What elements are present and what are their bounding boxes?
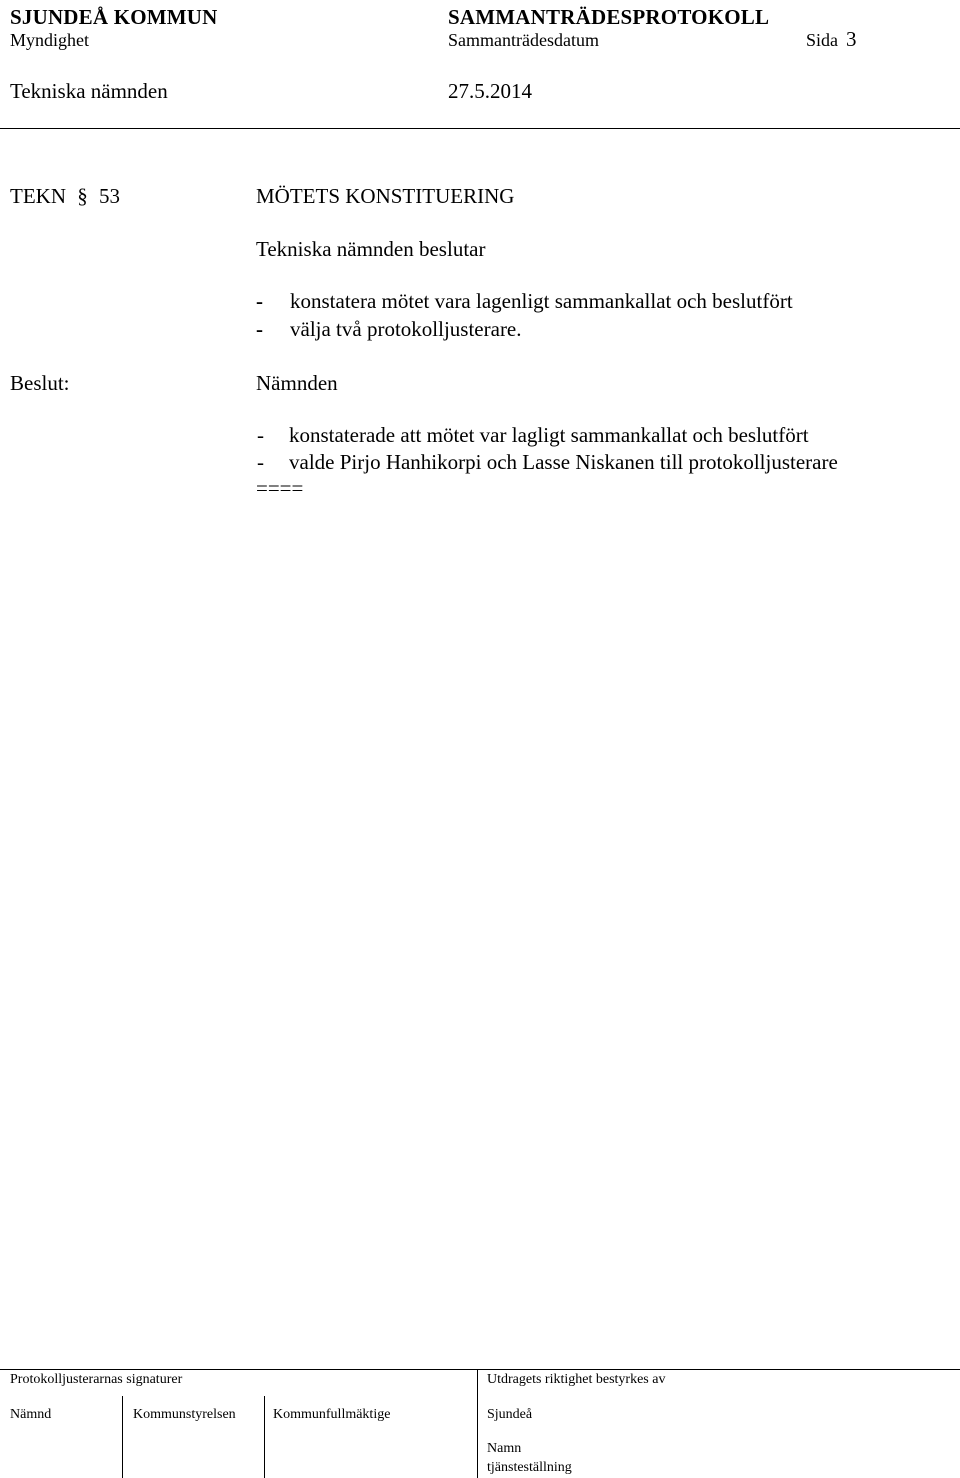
proposal-dash-1: - bbox=[256, 289, 263, 313]
footer-divider bbox=[0, 1369, 960, 1370]
decision-label: Beslut: bbox=[10, 371, 70, 395]
document-type: SAMMANTRÄDESPROTOKOLL bbox=[448, 5, 770, 29]
footer-column-municipal-board: Kommunstyrelsen bbox=[133, 1407, 236, 1422]
page-indicator bbox=[806, 29, 857, 51]
footer-column-location: Sjundeå bbox=[487, 1407, 533, 1422]
signatures-label: Protokolljusterarnas signaturer bbox=[10, 1372, 183, 1387]
decision-item-2: valde Pirjo Hanhikorpi och Lasse Niskanen till protokolljusterare bbox=[289, 450, 838, 474]
proposal-intro: Tekniska nämnden beslutar bbox=[256, 237, 486, 261]
position-label: tjänsteställning bbox=[487, 1460, 572, 1475]
certified-by-label: Utdragets riktighet bestyrkes av bbox=[487, 1372, 666, 1387]
header-divider bbox=[0, 128, 960, 129]
footer-separator-3 bbox=[477, 1369, 478, 1478]
section-code: TEKN bbox=[10, 184, 66, 208]
footer-column-board: Nämnd bbox=[10, 1407, 52, 1422]
proposal-dash-2: - bbox=[256, 317, 263, 341]
proposal-item-2: välja två protokolljusterare. bbox=[290, 317, 522, 341]
organization-name: SJUNDEÅ KOMMUN bbox=[10, 5, 218, 29]
section-title: MÖTETS KONSTITUERING bbox=[256, 184, 515, 208]
authority-label: Myndighet bbox=[10, 30, 89, 50]
page-label: Sida bbox=[806, 30, 839, 50]
decision-subject: Nämnden bbox=[256, 371, 338, 395]
decision-item-1: konstaterade att mötet var lagligt sammankallat och beslutfört bbox=[289, 423, 809, 447]
meeting-date-label: Sammanträdesdatum bbox=[448, 30, 599, 50]
name-label: Namn bbox=[487, 1441, 522, 1456]
footer-separator-1 bbox=[122, 1396, 123, 1478]
decision-dash-1: - bbox=[257, 423, 264, 447]
meeting-date: 27.5.2014 bbox=[448, 79, 532, 103]
decision-dash-2: - bbox=[257, 450, 264, 474]
paragraph-sign: § bbox=[77, 184, 88, 208]
authority-name: Tekniska nämnden bbox=[10, 79, 168, 103]
end-marker: ==== bbox=[256, 476, 304, 500]
footer-column-municipal-council: Kommunfullmäktige bbox=[273, 1407, 391, 1422]
page-number: 3 bbox=[846, 27, 857, 51]
section-number bbox=[10, 186, 120, 207]
footer-separator-2 bbox=[264, 1396, 265, 1478]
section-paragraph-number: 53 bbox=[99, 184, 120, 208]
proposal-item-1: konstatera mötet vara lagenligt sammankallat och beslutfört bbox=[290, 289, 793, 313]
